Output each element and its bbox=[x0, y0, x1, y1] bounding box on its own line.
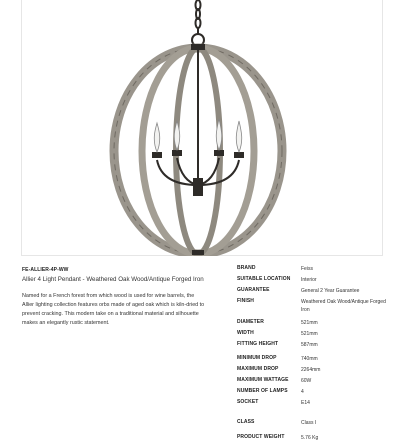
spec-value: 521mm bbox=[301, 331, 318, 337]
spec-label: DIAMETER bbox=[237, 319, 264, 325]
spec-row bbox=[237, 434, 387, 445]
spec-label: MINIMUM DROP bbox=[237, 355, 277, 361]
spec-row bbox=[237, 419, 387, 434]
spec-label: GUARANTEE bbox=[237, 287, 270, 293]
spec-row bbox=[237, 319, 387, 330]
spec-row bbox=[237, 287, 387, 298]
spec-value: Interior bbox=[301, 277, 317, 283]
spec-row bbox=[237, 399, 387, 419]
spec-value: E14 bbox=[301, 400, 310, 406]
spec-value: 4 bbox=[301, 389, 304, 395]
spec-label: SOCKET bbox=[237, 399, 259, 405]
spec-row bbox=[237, 265, 387, 276]
spec-value: 2264mm bbox=[301, 367, 321, 373]
spec-row bbox=[237, 330, 387, 341]
spec-label: FINISH bbox=[237, 298, 254, 304]
spec-value: 5.76 Kg bbox=[301, 435, 319, 441]
spec-label: MAXIMUM WATTAGE bbox=[237, 377, 289, 383]
spec-row bbox=[237, 298, 387, 319]
spec-row bbox=[237, 388, 387, 399]
spec-row bbox=[237, 355, 387, 366]
spec-value: 521mm bbox=[301, 320, 318, 326]
spec-label: PRODUCT WEIGHT bbox=[237, 434, 285, 440]
product-code: FE-ALLIER-4P-WW bbox=[22, 267, 69, 273]
spec-label: CLASS bbox=[237, 419, 255, 425]
spec-row bbox=[237, 276, 387, 287]
spec-value: General 2 Year Guarantee bbox=[301, 288, 360, 294]
product-image-frame bbox=[21, 0, 383, 256]
pendant-illustration bbox=[22, 0, 384, 256]
spec-value: Feiss bbox=[301, 266, 313, 272]
spec-value: Class I bbox=[301, 420, 317, 426]
spec-row bbox=[237, 377, 387, 388]
spec-row bbox=[237, 366, 387, 377]
product-description: Named for a French forest from which wood is used for wine barrels, the Allier lighting collection features orbs made of aged oak which is kiln-dried to prevent cracking. This modern take on a traditional material and silhouette makes an elegantly rustic statement. bbox=[22, 293, 205, 326]
spec-value: 740mm bbox=[301, 356, 318, 362]
spec-label: NUMBER OF LAMPS bbox=[237, 388, 288, 394]
spec-value: 60W bbox=[301, 378, 312, 384]
spec-label: MAXIMUM DROP bbox=[237, 366, 279, 372]
spec-label: SUITABLE LOCATION bbox=[237, 276, 291, 282]
spec-label: FITTING HEIGHT bbox=[237, 341, 279, 347]
spec-value: 587mm bbox=[301, 342, 318, 348]
spec-table bbox=[237, 265, 387, 445]
spec-label: WIDTH bbox=[237, 330, 254, 336]
product-title: Allier 4 Light Pendant - Weathered Oak Wood/Antique Forged Iron bbox=[22, 276, 204, 283]
chain bbox=[192, 0, 204, 46]
spec-value: Weathered Oak Wood/Antique Forged Iron bbox=[301, 299, 386, 313]
spec-label: BRAND bbox=[237, 265, 256, 271]
spec-row bbox=[237, 341, 387, 355]
